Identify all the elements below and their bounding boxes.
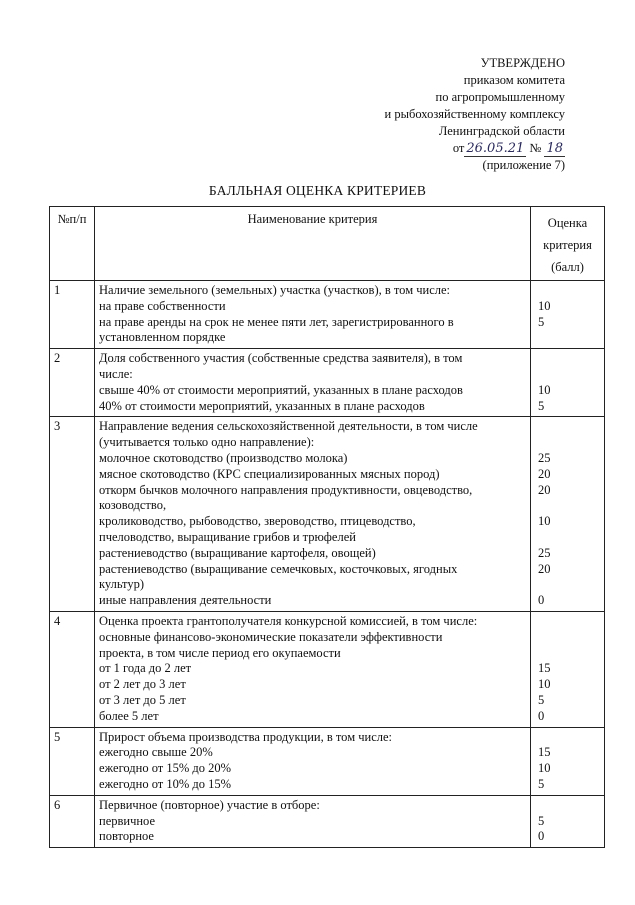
table-row [50, 349, 605, 417]
criterion-line: от 1 года до 2 лет [99, 661, 192, 676]
approval-line: и рыбохозяйственному комплексу [384, 107, 565, 121]
score-value: 20 [538, 482, 551, 497]
score-value: 5 [538, 813, 545, 828]
criterion-text [95, 727, 531, 795]
handwritten-number: 18 [546, 141, 563, 156]
table-row [50, 611, 605, 727]
score-cell [531, 795, 605, 847]
appendix-label: (приложение 7) [482, 158, 565, 172]
row-number: 3 [50, 417, 95, 612]
score-value: 0 [538, 708, 545, 723]
score-value: 25 [538, 450, 551, 465]
approval-line: Ленинградской области [438, 124, 565, 138]
criteria-table [49, 206, 605, 848]
number-sign: № [529, 141, 542, 155]
criterion-line: ежегодно от 15% до 20% [99, 761, 232, 776]
criterion-text [95, 611, 531, 727]
score-value: 10 [538, 298, 551, 313]
table-header-row [50, 207, 605, 281]
criterion-line: иные направления деятельности [99, 593, 272, 608]
score-value: 10 [538, 514, 551, 529]
header-score: Оценка критерия (балл) [531, 207, 605, 281]
approval-line: по агропромышленному [435, 90, 565, 104]
criterion-line: от 2 лет до 3 лет [99, 677, 186, 692]
score-value [538, 330, 600, 346]
criterion-line: растениеводство (выращивание семечковых, косточковых, ягодных [99, 561, 458, 576]
score-value: 20 [538, 466, 551, 481]
table-row [50, 417, 605, 612]
header-name: Наименование критерия [95, 207, 531, 281]
handwritten-date: 26.05.21 [466, 141, 525, 156]
score-value: 15 [538, 661, 551, 676]
score-value [538, 498, 600, 514]
criterion-line: культур) [99, 577, 145, 592]
score-value: 10 [538, 382, 551, 397]
criterion-line: Направление ведения сельскохозяйственной деятельности, в том числе [99, 419, 478, 434]
criterion-line: козоводство, [99, 498, 167, 513]
criterion-text [95, 281, 531, 349]
score-value: 5 [538, 398, 545, 413]
criterion-line: молочное скотоводство (производство молока) [99, 450, 348, 465]
table-row [50, 795, 605, 847]
score-value: 5 [538, 692, 545, 707]
score-value [538, 798, 600, 814]
score-value [538, 646, 600, 662]
score-value: 5 [538, 314, 545, 329]
criterion-line: растениеводство (выращивание картофеля, овощей) [99, 545, 376, 560]
criterion-line: мясное скотоводство (КРС специализированных мясных пород) [99, 466, 440, 481]
criterion-line: Наличие земельного (земельных) участка (участков), в том числе: [99, 283, 451, 297]
score-value [538, 530, 600, 546]
criterion-text [95, 795, 531, 847]
row-number: 1 [50, 281, 95, 349]
approval-stamp [385, 55, 565, 174]
score-value: 10 [538, 761, 551, 776]
criterion-line: Первичное (повторное) участие в отборе: [99, 797, 320, 812]
criterion-line: от 3 лет до 5 лет [99, 692, 186, 707]
criterion-line: установленном порядке [99, 330, 226, 345]
score-value: 0 [538, 593, 545, 608]
score-cell [531, 281, 605, 349]
criterion-line: откорм бычков молочного направления продуктивности, овцеводство, [99, 482, 473, 497]
table-row [50, 727, 605, 795]
criterion-line: Оценка проекта грантополучателя конкурсной комиссией, в том числе: [99, 613, 478, 628]
score-cell [531, 611, 605, 727]
score-cell [531, 727, 605, 795]
criterion-line: на праве собственности [99, 298, 226, 313]
approval-line: приказом комитета [463, 73, 565, 87]
approval-date-line [453, 140, 565, 157]
document-title: БАЛЛЬНАЯ ОЦЕНКА КРИТЕРИЕВ [208, 183, 427, 198]
score-cell [531, 417, 605, 612]
from-prefix: от [452, 141, 465, 155]
criterion-line: кролиководство, рыбоводство, звероводство, птицеводство, [99, 514, 416, 529]
score-value: 15 [538, 745, 551, 760]
criterion-line: свыше 40% от стоимости мероприятий, указанных в плане расходов [99, 382, 463, 397]
criterion-line: на праве аренды на срок не менее пяти лет, зарегистрированного в [99, 314, 454, 329]
approval-heading: УТВЕРЖДЕНО [480, 56, 565, 70]
criterion-line: первичное [99, 813, 156, 828]
criterion-line: (учитывается только одно направление): [99, 435, 315, 450]
row-number: 5 [50, 727, 95, 795]
criterion-text [95, 417, 531, 612]
criterion-line: проекта, в том числе период его окупаемости [99, 645, 341, 660]
score-value: 5 [538, 776, 545, 791]
score-value [538, 283, 600, 299]
score-value: 0 [538, 829, 545, 844]
criterion-line: более 5 лет [99, 708, 159, 723]
criterion-line: пчеловодство, выращивание грибов и трюфелей [99, 529, 356, 544]
score-value: 10 [538, 677, 551, 692]
score-value [538, 419, 600, 435]
score-value [538, 614, 600, 630]
table-row [50, 281, 605, 349]
criterion-line: Доля собственного участия (собственные средства заявителя), в том [99, 351, 463, 366]
header-num: №п/п [50, 207, 95, 281]
score-value [538, 577, 600, 593]
score-value [538, 351, 600, 367]
score-value: 20 [538, 561, 551, 576]
score-value [538, 630, 600, 646]
criterion-line: ежегодно свыше 20% [99, 745, 213, 760]
criterion-line: повторное [99, 829, 154, 844]
criterion-line: числе: [99, 366, 133, 381]
score-value [538, 435, 600, 451]
criterion-text [95, 349, 531, 417]
score-value: 25 [538, 545, 551, 560]
criterion-line: 40% от стоимости мероприятий, указанных в плане расходов [99, 398, 425, 413]
criterion-line: основные финансово-экономические показатели эффективности [99, 629, 443, 644]
row-number: 2 [50, 349, 95, 417]
score-value [538, 367, 600, 383]
score-cell [531, 349, 605, 417]
criterion-line: Прирост объема производства продукции, в том числе: [99, 729, 393, 744]
score-value [538, 730, 600, 746]
criterion-line: ежегодно от 10% до 15% [99, 776, 232, 791]
row-number: 4 [50, 611, 95, 727]
row-number: 6 [50, 795, 95, 847]
